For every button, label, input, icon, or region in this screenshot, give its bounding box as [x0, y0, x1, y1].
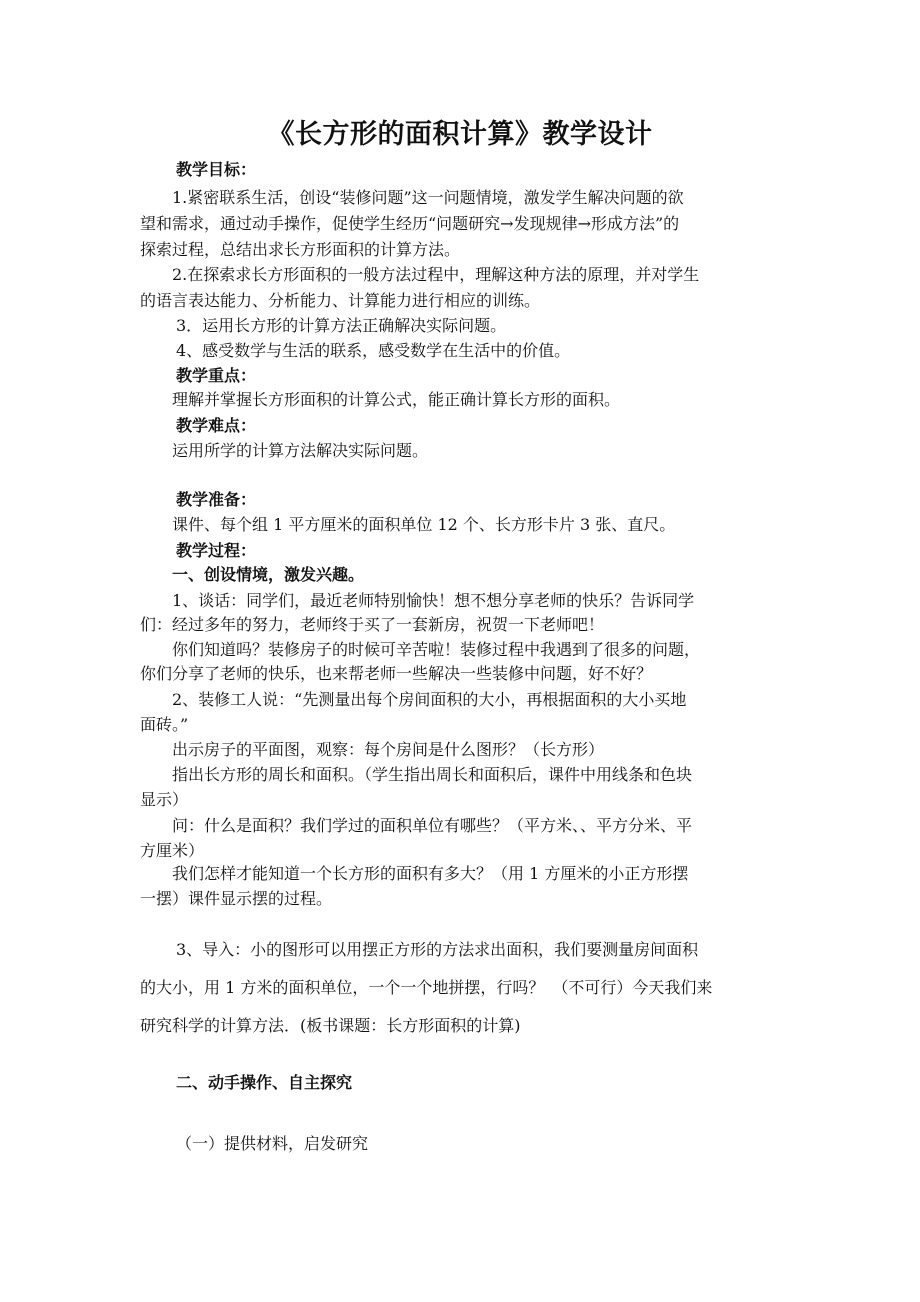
heading-key-points: 教学重点： [176, 366, 257, 385]
paragraph-line: 探索过程，总结出求长方形面积的计算方法。 [140, 240, 461, 259]
paragraph-line: 一摆）课件显示摆的过程。 [140, 889, 333, 908]
section-heading-1: 一、创设情境，激发兴趣。 [172, 565, 365, 584]
paragraph-line: 显示） [140, 790, 189, 809]
paragraph-line: 面砖。” [140, 715, 189, 734]
heading-objectives: 教学目标： [176, 160, 257, 179]
paragraph-line: 2.在探索求长方形面积的一般方法过程中，理解这种方法的原理，并对学生 [172, 265, 700, 284]
paragraph-line: 出示房子的平面图，观察：每个房间是什么图形？（长方形） [172, 740, 605, 759]
paragraph-line: 4、感受数学与生活的联系，感受数学在生活中的价值。 [176, 341, 571, 360]
paragraph-line: 理解并掌握长方形面积的计算公式，能正确计算长方形的面积。 [172, 390, 621, 409]
paragraph-line: 的语言表达能力、分析能力、计算能力进行相应的训练。 [140, 291, 541, 310]
paragraph-line: 2、装修工人说：“先测量出每个房间面积的大小，再根据面积的大小买地 [172, 690, 687, 709]
paragraph-line: 方厘米） [140, 841, 205, 860]
section-heading-2: 二、动手操作、自主探究 [176, 1073, 353, 1092]
heading-preparation: 教学准备： [176, 490, 257, 509]
paragraph-line: 运用所学的计算方法解决实际问题。 [172, 441, 429, 460]
paragraph-line: 你们分享了老师的快乐，也来帮老师一些解决一些装修中问题，好不好？ [140, 664, 653, 683]
heading-difficulties: 教学难点： [176, 416, 257, 435]
paragraph-line: 的大小，用 1 方米的面积单位，一个一个地拼摆，行吗？ （不可行）今天我们来 [140, 978, 713, 997]
paragraph-line: 3．运用长方形的计算方法正确解决实际问题。 [176, 316, 507, 335]
heading-process: 教学过程： [176, 541, 257, 560]
subsection-heading: （一）提供材料，启发研究 [176, 1134, 369, 1153]
paragraph-line: 研究科学的计算方法．(板书课题：长方形面积的计算) [140, 1016, 521, 1035]
paragraph-line: 们：经过多年的努力，老师终于买了一套新房，祝贺一下老师吧！ [140, 615, 605, 634]
document-title: 《长方形的面积计算》教学设计 [267, 119, 653, 150]
paragraph-line: 望和需求，通过动手操作，促使学生经历“问题研究→发现规律→形成方法”的 [140, 214, 680, 233]
paragraph-line: 问：什么是面积？我们学过的面积单位有哪些？（平方米、、平方分米、平 [172, 816, 693, 835]
paragraph-line: 你们知道吗？装修房子的时候可辛苦啦！装修过程中我遇到了很多的问题， [172, 640, 701, 659]
paragraph-line: 指出长方形的周长和面积。（学生指出周长和面积后，课件中用线条和色块 [172, 765, 693, 784]
paragraph-line: 我们怎样才能知道一个长方形的面积有多大？（用 1 方厘米的小正方形摆 [172, 864, 689, 883]
paragraph-line: 课件、每个组 1 平方厘米的面积单位 12 个、长方形卡片 3 张、直尺。 [172, 515, 676, 534]
paragraph-line: 3、导入：小的图形可以用摆正方形的方法求出面积，我们要测量房间面积 [176, 940, 699, 959]
paragraph-line: 1.紧密联系生活，创设“装修问题”这一问题情境，激发学生解决问题的欲 [172, 188, 684, 207]
paragraph-line: 1、谈话：同学们，最近老师特别愉快！想不想分享老师的快乐？告诉同学 [172, 591, 695, 610]
